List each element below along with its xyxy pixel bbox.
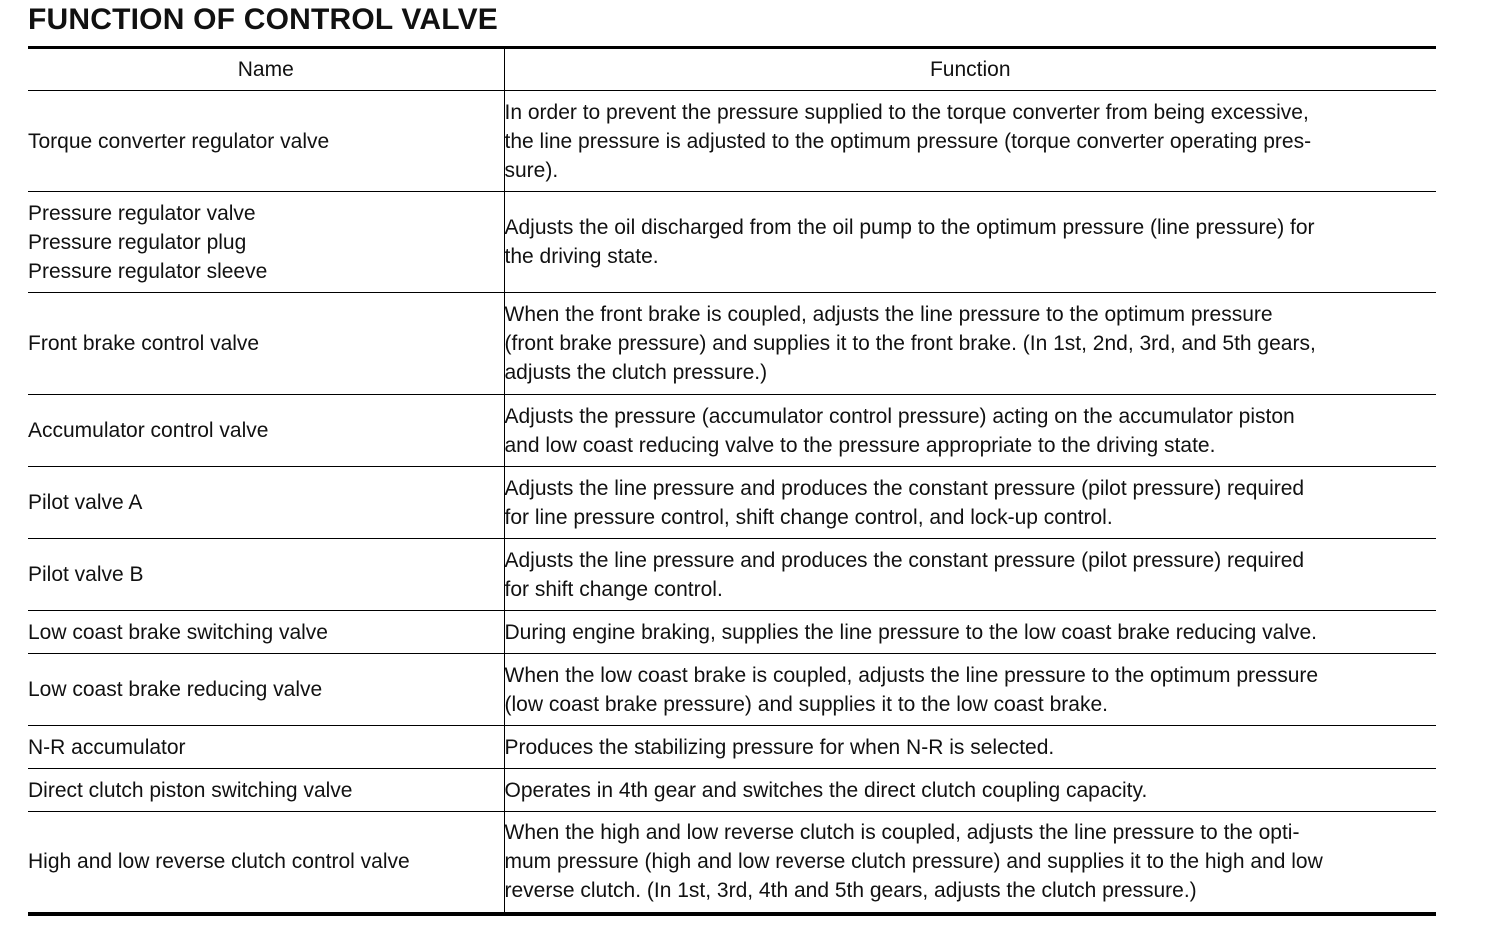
valve-function-line: for line pressure control, shift change control, and lock-up control.: [504, 505, 1113, 529]
valve-name-line: Low coast brake switching valve: [28, 620, 328, 644]
valve-name-cell: [28, 654, 504, 726]
valve-name-cell: [28, 467, 504, 539]
valve-function-cell: [504, 293, 1436, 395]
valve-name-cell: [28, 395, 504, 467]
valve-function-cell: [504, 611, 1436, 654]
table-row: [28, 395, 1436, 467]
valve-name-cell: [28, 293, 504, 395]
valve-name-cell: [28, 91, 504, 192]
table-row: [28, 192, 1436, 293]
valve-function-line: Operates in 4th gear and switches the direct clutch coupling capacity.: [504, 778, 1148, 802]
page-title: FUNCTION OF CONTROL VALVE: [28, 3, 498, 36]
valve-name-line: Front brake control valve: [28, 332, 260, 355]
valve-function-cell: [504, 654, 1436, 726]
valve-function-line: Adjusts the line pressure and produces the constant pressure (pilot pressure) required: [504, 476, 1305, 500]
valve-name-line: Low coast brake reducing valve: [28, 678, 323, 701]
valve-function-cell: [504, 539, 1436, 611]
valve-name-cell: [28, 812, 504, 912]
table-row: [28, 293, 1436, 395]
valve-name-cell: [28, 769, 504, 812]
table-row: [28, 467, 1436, 539]
valve-function-cell: [504, 812, 1436, 912]
valve-function-line: sure).: [504, 158, 559, 182]
valve-name-cell: [28, 192, 504, 293]
valve-function-line: When the front brake is coupled, adjusts the line pressure to the optimum pressure: [504, 303, 1273, 326]
table-row: [28, 539, 1436, 611]
column-header-function: Function: [504, 49, 1436, 91]
valve-function-cell: [504, 91, 1436, 192]
control-valve-table: [28, 49, 1436, 912]
valve-name-cell: [28, 539, 504, 611]
valve-function-line: and low coast reducing valve to the pressure appropriate to the driving state.: [504, 433, 1216, 457]
valve-name-line: Pressure regulator plug: [28, 230, 247, 254]
table-row: [28, 726, 1436, 769]
valve-name-cell: [28, 611, 504, 654]
valve-name-line: Direct clutch piston switching valve: [28, 778, 353, 802]
valve-function-line: (low coast brake pressure) and supplies it to the low coast brake.: [504, 692, 1108, 716]
valve-function-line: for shift change control.: [504, 577, 723, 601]
valve-function-line: Produces the stabilizing pressure for when N-R is selected.: [504, 735, 1055, 759]
table-row: [28, 91, 1436, 192]
valve-function-line: the line pressure is adjusted to the optimum pressure (torque converter operating pres-: [504, 129, 1312, 153]
valve-function-line: In order to prevent the pressure supplied to the torque converter from being excessive,: [504, 100, 1309, 124]
valve-function-line: reverse clutch. (In 1st, 3rd, 4th and 5th gears, adjusts the clutch pressure.): [504, 879, 1197, 903]
valve-function-line: When the high and low reverse clutch is coupled, adjusts the line pressure to the opti-: [504, 821, 1300, 845]
valve-function-cell: [504, 769, 1436, 812]
valve-function-line: During engine braking, supplies the line pressure to the low coast brake reducing valve.: [504, 620, 1317, 644]
valve-name-line: Pilot valve B: [28, 563, 144, 586]
table-row: [28, 611, 1436, 654]
valve-name-line: Pressure regulator valve: [28, 201, 256, 225]
column-header-name: Name: [28, 49, 504, 91]
valve-name-line: Pilot valve A: [28, 491, 143, 514]
valve-name-line: High and low reverse clutch control valve: [28, 850, 410, 874]
valve-function-line: Adjusts the oil discharged from the oil pump to the optimum pressure (line pressure) for: [504, 216, 1315, 239]
table-body: [28, 91, 1436, 912]
valve-name-cell: [28, 726, 504, 769]
valve-function-line: When the low coast brake is coupled, adjusts the line pressure to the optimum pressure: [504, 663, 1319, 687]
valve-function-line: Adjusts the line pressure and produces the constant pressure (pilot pressure) required: [504, 548, 1305, 572]
valve-function-line: Adjusts the pressure (accumulator control pressure) acting on the accumulator piston: [504, 404, 1295, 428]
valve-function-line: the driving state.: [504, 245, 659, 268]
valve-name-line: Torque converter regulator valve: [28, 129, 330, 153]
valve-function-cell: [504, 395, 1436, 467]
valve-function-cell: [504, 467, 1436, 539]
valve-function-cell: [504, 192, 1436, 293]
valve-function-line: (front brake pressure) and supplies it to the front brake. (In 1st, 2nd, 3rd, and 5th gears,: [504, 332, 1316, 355]
valve-function-line: adjusts the clutch pressure.): [504, 361, 768, 384]
table-row: [28, 654, 1436, 726]
table-row: [28, 769, 1436, 812]
table-header-row: [28, 49, 1436, 91]
table-row: [28, 812, 1436, 912]
bottom-rule: [28, 912, 1436, 916]
valve-function-line: mum pressure (high and low reverse clutch pressure) and supplies it to the high and low: [504, 850, 1323, 874]
valve-name-line: Pressure regulator sleeve: [28, 259, 268, 283]
valve-name-line: Accumulator control valve: [28, 419, 269, 442]
valve-name-line: N-R accumulator: [28, 735, 186, 759]
valve-function-cell: [504, 726, 1436, 769]
